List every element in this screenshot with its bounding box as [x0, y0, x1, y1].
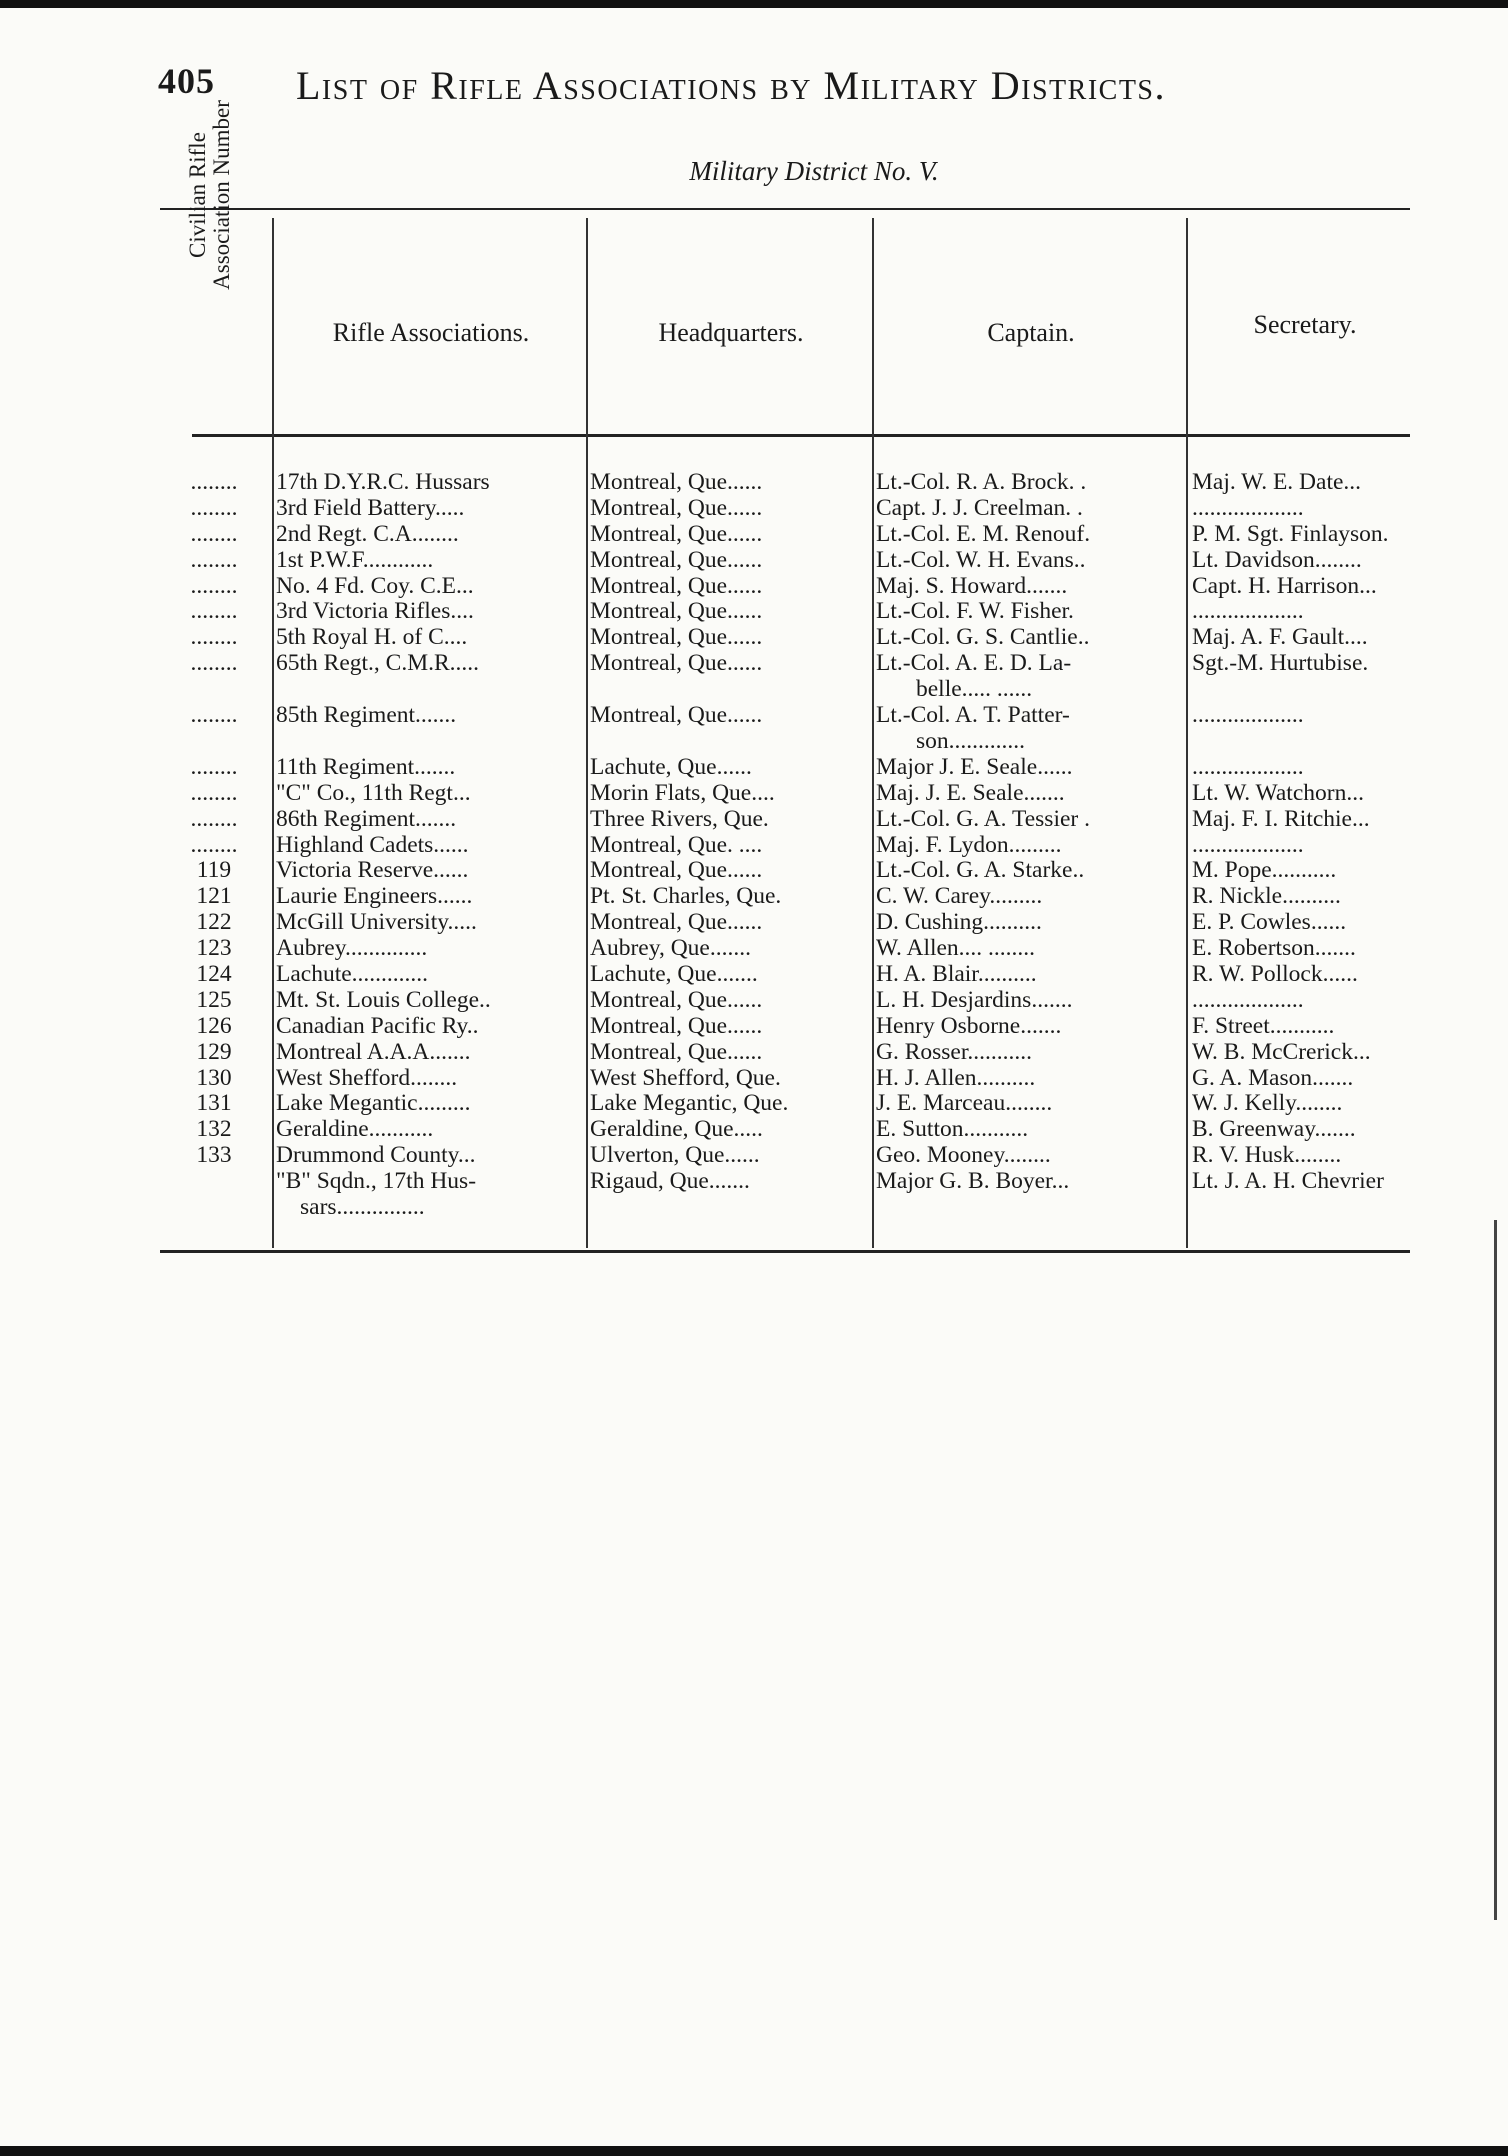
table-row	[0, 781, 1508, 807]
association-name: Victoria Reserve......	[276, 858, 469, 884]
headquarters: Morin Flats, Que....	[590, 780, 775, 806]
captain: Maj. F. Lydon.........	[876, 832, 1062, 858]
secretary: M. Pope...........	[1192, 858, 1337, 884]
table-row	[0, 1091, 1508, 1117]
association-name: 86th Regiment.......	[276, 806, 457, 832]
association-number: 133	[196, 1143, 232, 1169]
table-row	[0, 884, 1508, 910]
headquarters: Montreal, Que......	[590, 910, 763, 936]
secretary: P. M. Sgt. Finlayson.	[1192, 521, 1389, 547]
headquarters: Pt. St. Charles, Que.	[590, 884, 782, 910]
table-row	[0, 522, 1508, 548]
captain: Major G. B. Boyer...	[876, 1169, 1070, 1195]
headquarters: Montreal, Que......	[590, 1013, 763, 1039]
table-row	[0, 833, 1508, 859]
association-name: 85th Regiment.......	[276, 703, 457, 729]
association-name: 2nd Regt. C.A........	[276, 521, 459, 547]
page-number: 405	[158, 61, 215, 101]
secretary: R. W. Pollock......	[1192, 961, 1358, 987]
headquarters: Ulverton, Que......	[590, 1143, 760, 1169]
association-number: 129	[196, 1039, 232, 1065]
association-name-continued: sars...............	[300, 1194, 425, 1220]
association-number: ........	[190, 832, 238, 858]
secretary: Capt. H. Harrison...	[1192, 573, 1377, 599]
table-bottom-rule	[160, 1250, 1410, 1253]
captain: Lt.-Col. G. S. Cantlie..	[876, 625, 1090, 651]
headquarters: Montreal, Que......	[590, 573, 763, 599]
association-number: 125	[196, 987, 232, 1013]
association-number: ........	[190, 625, 238, 651]
secretary: Maj. W. E. Date...	[1192, 470, 1362, 495]
association-name: Canadian Pacific Ry..	[276, 1013, 479, 1039]
association-name: 5th Royal H. of C....	[276, 625, 468, 651]
secretary: Lt. J. A. H. Chevrier	[1192, 1169, 1384, 1195]
association-name: Aubrey..............	[276, 936, 428, 962]
captain: Lt.-Col. A. E. D. La-	[876, 651, 1072, 677]
captain: E. Sutton...........	[876, 1117, 1029, 1143]
association-number: ........	[190, 703, 238, 729]
headquarters: Montreal, Que. ....	[590, 832, 763, 858]
table-row	[0, 599, 1508, 625]
association-name: Lachute.............	[276, 961, 429, 987]
table-row	[0, 807, 1508, 833]
secretary: Maj. F. I. Ritchie...	[1192, 806, 1370, 832]
captain-continued: son.............	[916, 728, 1026, 754]
secretary: Lt. W. Watchorn...	[1192, 780, 1364, 806]
association-number: ........	[190, 470, 238, 495]
headquarters: Montreal, Que......	[590, 1039, 763, 1065]
table-row	[0, 625, 1508, 651]
association-number: 122	[196, 910, 232, 936]
secretary: E. Robertson.......	[1192, 936, 1356, 962]
association-name: Geraldine...........	[276, 1117, 434, 1143]
captain: H. J. Allen..........	[876, 1065, 1036, 1091]
association-name: 3rd Victoria Rifles....	[276, 599, 474, 625]
table-row	[0, 1014, 1508, 1040]
captain: W. Allen.... ........	[876, 936, 1036, 962]
captain: D. Cushing..........	[876, 910, 1042, 936]
table-row	[0, 936, 1508, 962]
headquarters: Geraldine, Que.....	[590, 1117, 763, 1143]
association-number: ........	[190, 780, 238, 806]
association-name: Highland Cadets......	[276, 832, 469, 858]
secretary: W. J. Kelly........	[1192, 1091, 1343, 1117]
header-secretary: Secretary.	[1253, 310, 1357, 339]
table-row	[0, 574, 1508, 600]
secretary: Lt. Davidson........	[1192, 547, 1362, 573]
table-body	[0, 470, 1508, 1221]
association-number: ........	[190, 754, 238, 780]
association-name: Mt. St. Louis College..	[276, 987, 491, 1013]
captain: Lt.-Col. R. A. Brock. .	[876, 470, 1087, 495]
association-number: ........	[190, 806, 238, 832]
secretary: Sgt.-M. Hurtubise.	[1192, 651, 1369, 677]
association-name: "C" Co., 11th Regt...	[276, 780, 471, 806]
association-number: 119	[196, 858, 232, 884]
association-number: 123	[196, 936, 232, 962]
association-number: ........	[190, 495, 238, 521]
table-row	[0, 703, 1508, 755]
headquarters: Montreal, Que......	[590, 625, 763, 651]
captain: Maj. J. E. Seale.......	[876, 780, 1065, 806]
captain: Lt.-Col. W. H. Evans..	[876, 547, 1086, 573]
secretary: ...................	[1192, 703, 1304, 729]
headquarters: Lachute, Que......	[590, 754, 752, 780]
association-number: 126	[196, 1013, 232, 1039]
top-border	[0, 0, 1508, 8]
captain: Lt.-Col. G. A. Starke..	[876, 858, 1085, 884]
secretary: ...................	[1192, 987, 1304, 1013]
headquarters: Lachute, Que.......	[590, 961, 758, 987]
association-name: 3rd Field Battery.....	[276, 495, 465, 521]
captain: Geo. Mooney........	[876, 1143, 1051, 1169]
association-number: ........	[190, 521, 238, 547]
captain: Capt. J. J. Creelman. .	[876, 495, 1083, 521]
secretary: B. Greenway.......	[1192, 1117, 1356, 1143]
captain: Major J. E. Seale......	[876, 754, 1073, 780]
secretary: ...................	[1192, 832, 1304, 858]
secretary: R. Nickle..........	[1192, 884, 1341, 910]
captain: Lt.-Col. F. W. Fisher.	[876, 599, 1074, 625]
secretary: ...................	[1192, 599, 1304, 625]
header-captain: Captain.	[987, 318, 1075, 347]
association-name: McGill University.....	[276, 910, 477, 936]
association-name: 1st P.W.F............	[276, 547, 434, 573]
association-name: 17th D.Y.R.C. Hussars	[276, 470, 490, 495]
association-number: ........	[190, 573, 238, 599]
captain: Lt.-Col. A. T. Patter-	[876, 703, 1070, 729]
secretary: E. P. Cowles......	[1192, 910, 1347, 936]
header-number: Civilian Rifle Association Number	[185, 100, 234, 290]
header-headquarters: Headquarters.	[658, 318, 804, 347]
secretary: W. B. McCrerick...	[1192, 1039, 1371, 1065]
headquarters: Montreal, Que......	[590, 521, 763, 547]
headquarters: Lake Megantic, Que.	[590, 1091, 789, 1117]
page-edge-mark	[1494, 1220, 1497, 1920]
association-number: ........	[190, 651, 238, 677]
table-row	[0, 988, 1508, 1014]
captain: H. A. Blair..........	[876, 961, 1037, 987]
captain: Lt.-Col. G. A. Tessier .	[876, 806, 1090, 832]
association-name: 65th Regt., C.M.R.....	[276, 651, 480, 677]
table-row	[0, 651, 1508, 703]
headquarters: Aubrey, Que.......	[590, 936, 751, 962]
headquarters: West Shefford, Que.	[590, 1065, 781, 1091]
headquarters: Montreal, Que......	[590, 599, 763, 625]
association-name: Drummond County...	[276, 1143, 476, 1169]
table-row	[0, 910, 1508, 936]
captain: J. E. Marceau........	[876, 1091, 1053, 1117]
table-row	[0, 470, 1508, 496]
association-name: Lake Megantic.........	[276, 1091, 471, 1117]
association-number: 130	[196, 1065, 232, 1091]
table-top-rule	[160, 208, 1410, 210]
header-bottom-rule	[192, 434, 1410, 437]
association-number: 124	[196, 961, 232, 987]
table-row	[0, 1066, 1508, 1092]
secretary: F. Street...........	[1192, 1013, 1335, 1039]
table-row	[0, 1040, 1508, 1066]
captain: L. H. Desjardins.......	[876, 987, 1073, 1013]
table-row	[0, 496, 1508, 522]
association-name: "B" Sqdn., 17th Hus-	[276, 1169, 477, 1195]
secretary: Maj. A. F. Gault....	[1192, 625, 1368, 651]
table-row	[0, 1117, 1508, 1143]
association-name: 11th Regiment.......	[276, 754, 456, 780]
secretary: R. V. Husk........	[1192, 1143, 1342, 1169]
headquarters: Montreal, Que......	[590, 858, 763, 884]
captain: G. Rosser...........	[876, 1039, 1033, 1065]
association-name: Laurie Engineers......	[276, 884, 473, 910]
captain: Maj. S. Howard.......	[876, 573, 1068, 599]
headquarters: Montreal, Que......	[590, 651, 763, 677]
headquarters: Montreal, Que......	[590, 987, 763, 1013]
headquarters: Montreal, Que......	[590, 470, 763, 495]
association-name: Montreal A.A.A.......	[276, 1039, 471, 1065]
table-row	[0, 962, 1508, 988]
table-row	[0, 755, 1508, 781]
association-name: West Shefford........	[276, 1065, 458, 1091]
association-number: ........	[190, 599, 238, 625]
association-number: 132	[196, 1117, 232, 1143]
headquarters: Montreal, Que......	[590, 495, 763, 521]
association-name: No. 4 Fd. Coy. C.E...	[276, 573, 474, 599]
header-association: Rifle Associations.	[332, 318, 530, 347]
headquarters: Rigaud, Que.......	[590, 1169, 750, 1195]
headquarters: Montreal, Que......	[590, 703, 763, 729]
captain: Lt.-Col. E. M. Renouf.	[876, 521, 1091, 547]
headquarters: Three Rivers, Que.	[590, 806, 769, 832]
captain: Henry Osborne.......	[876, 1013, 1062, 1039]
captain: C. W. Carey.........	[876, 884, 1043, 910]
secretary: ...................	[1192, 495, 1304, 521]
association-number: 131	[196, 1091, 232, 1117]
table-row	[0, 858, 1508, 884]
page-title: List of Rifle Associations by Military Districts.	[296, 63, 1166, 108]
headquarters: Montreal, Que......	[590, 547, 763, 573]
district-label: Military District No. V.	[689, 156, 939, 186]
table-row	[0, 1143, 1508, 1169]
secretary: G. A. Mason.......	[1192, 1065, 1354, 1091]
association-number: ........	[190, 547, 238, 573]
captain-continued: belle..... ......	[916, 677, 1033, 703]
secretary: ...................	[1192, 754, 1304, 780]
table-row	[0, 548, 1508, 574]
table-row	[0, 1169, 1508, 1221]
bottom-border	[0, 2146, 1508, 2156]
association-number: 121	[196, 884, 232, 910]
